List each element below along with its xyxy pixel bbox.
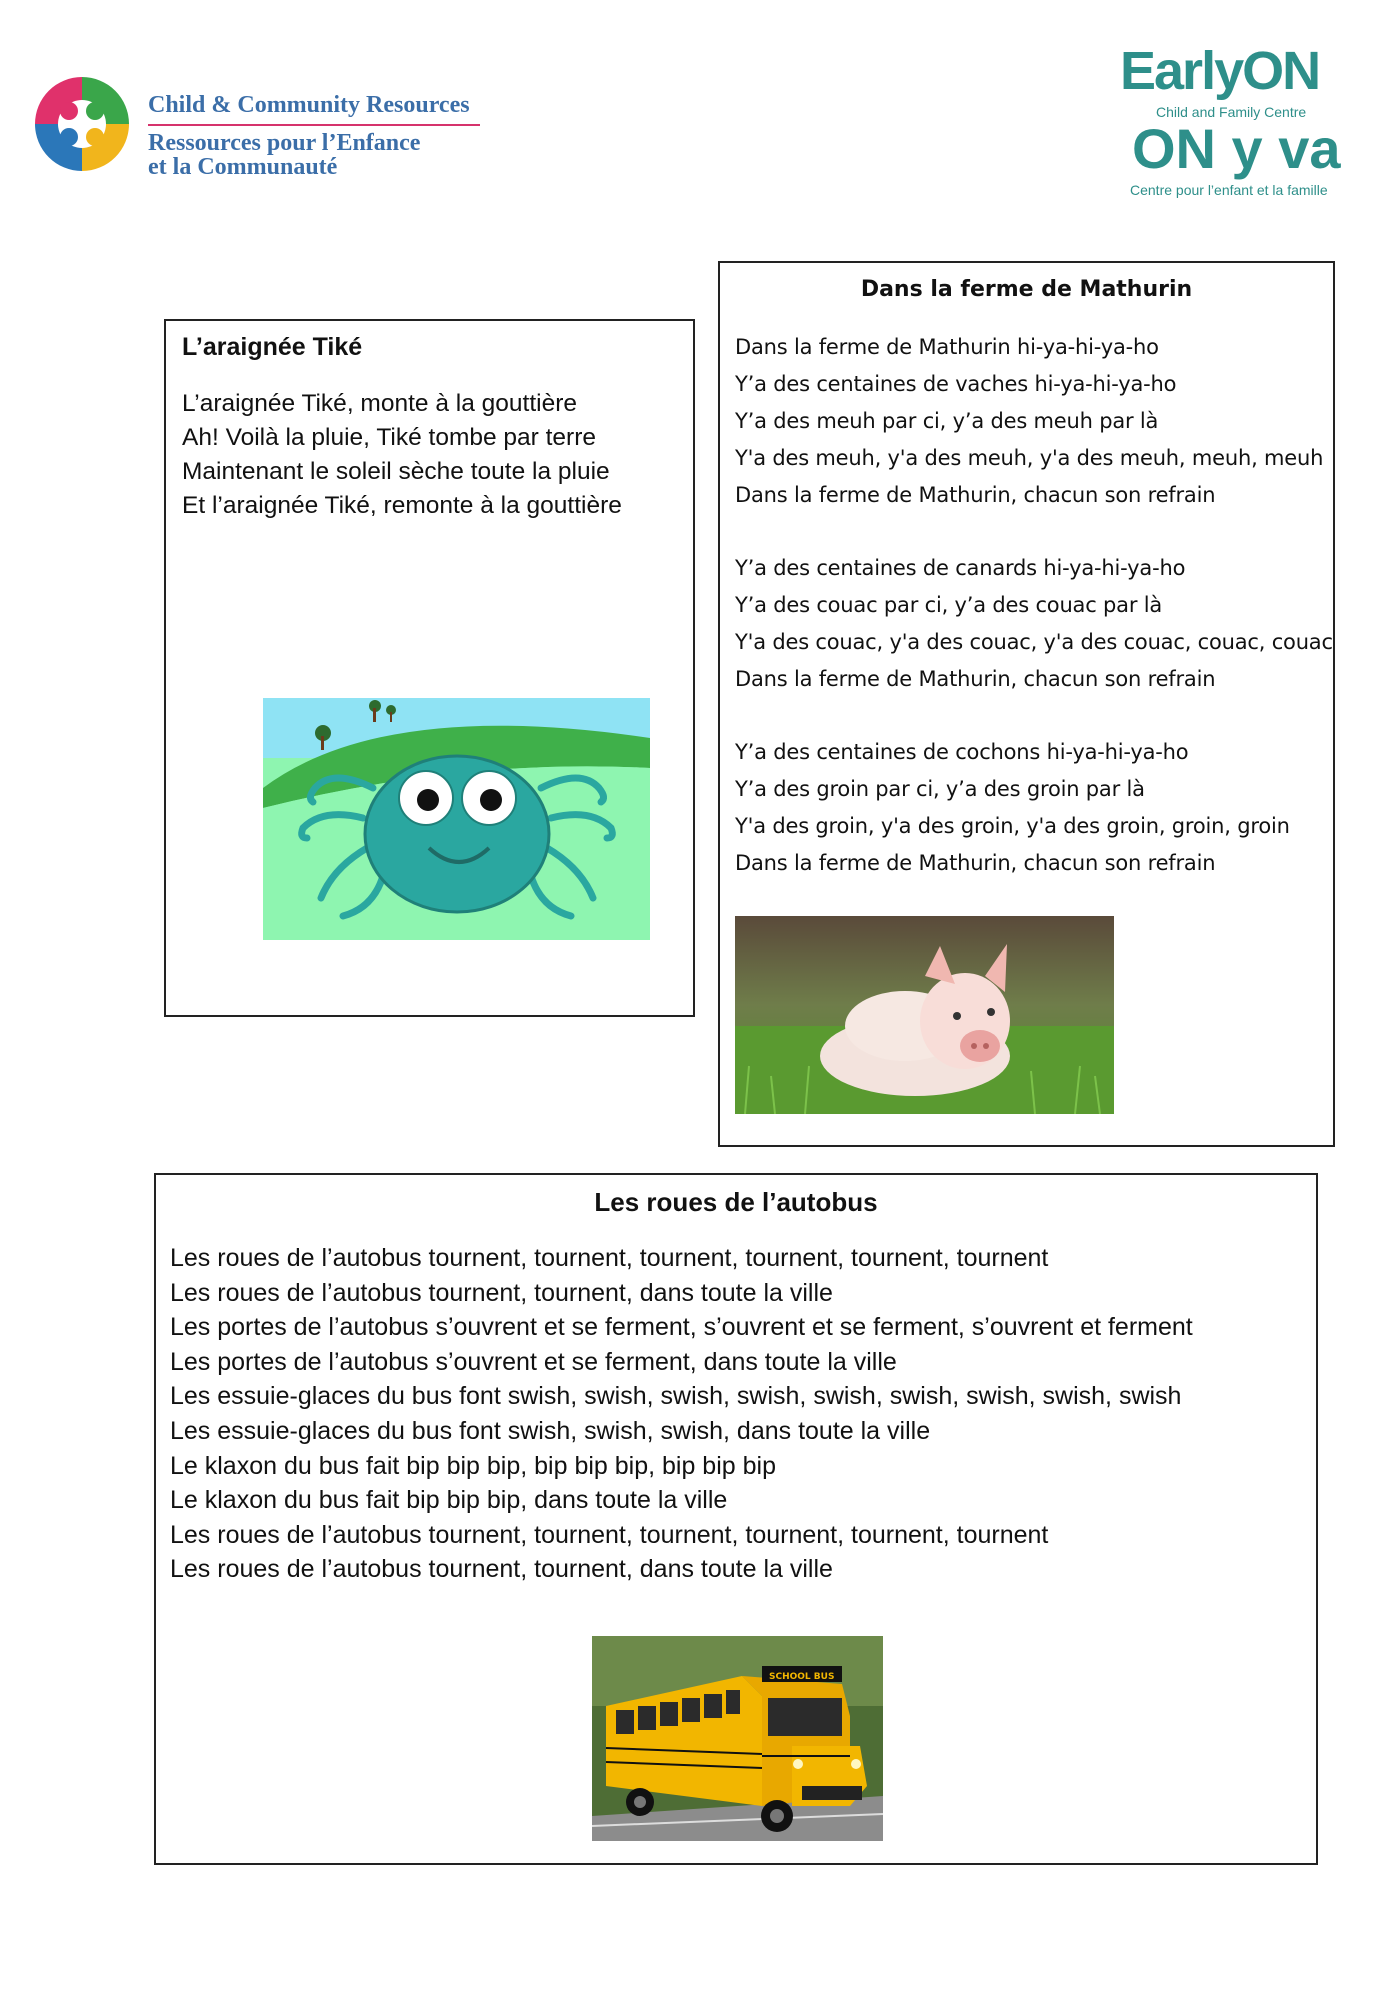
lyric-line: Les roues de l’autobus tournent, tournent, dans toute la ville	[170, 1555, 833, 1584]
song-title-tike: L’araignée Tiké	[182, 333, 363, 361]
song-box-autobus	[154, 1173, 1318, 1865]
lyric-line: Et l’araignée Tiké, remonte à la gouttière	[182, 492, 622, 519]
ccr-divider	[148, 124, 480, 126]
earlyon-subtitle-en: Child and Family Centre	[1156, 104, 1307, 120]
spider-icon	[263, 698, 650, 940]
ccr-name-fr-line1: Ressources pour l’Enfance	[148, 130, 421, 156]
lyric-line: Y'a des couac, y'a des couac, y'a des couac, couac, couac	[735, 630, 1333, 654]
lyric-line: Le klaxon du bus fait bip bip bip, bip bip bip, bip bip bip	[170, 1451, 776, 1480]
school-bus-icon	[592, 1636, 883, 1841]
song-title-autobus: Les roues de l’autobus	[594, 1187, 878, 1217]
spider-illustration	[263, 698, 650, 940]
lyrics-autobus	[170, 1241, 1193, 1587]
earlyon-logo	[1100, 40, 1350, 210]
lyrics-ferme	[735, 329, 1333, 918]
lyric-line: L’araignée Tiké, monte à la gouttière	[182, 390, 577, 417]
bus-sign: SCHOOL BUS	[769, 1672, 835, 1682]
stanza	[735, 329, 1333, 514]
lyric-line: Dans la ferme de Mathurin, chacun son refrain	[735, 851, 1216, 875]
lyric-line: Y’a des meuh par ci, y’a des meuh par là	[735, 409, 1159, 433]
lyric-line: Ah! Voilà la pluie, Tiké tombe par terre	[182, 424, 596, 451]
lyrics-tike	[182, 387, 622, 523]
lyric-line: Y'a des meuh, y'a des meuh, y'a des meuh, meuh, meuh	[735, 446, 1324, 470]
lyric-line: Les roues de l’autobus tournent, tournent, tournent, tournent, tournent, tournent	[170, 1244, 1049, 1272]
lyric-line: Y'a des groin, y'a des groin, y'a des groin, groin, groin	[735, 814, 1290, 838]
pig-icon	[735, 916, 1114, 1114]
lyric-line: Y’a des groin par ci, y’a des groin par là	[735, 777, 1145, 801]
song-box-ferme	[718, 261, 1335, 1147]
ccr-name-en: Child & Community Resources	[148, 92, 470, 118]
lyric-line: Dans la ferme de Mathurin hi-ya-hi-ya-ho	[735, 335, 1159, 359]
lyric-line: Maintenant le soleil sèche toute la pluie	[182, 458, 610, 485]
lyric-line: Dans la ferme de Mathurin, chacun son refrain	[735, 483, 1216, 507]
song-box-tike	[164, 319, 695, 1017]
onyva-brand: ON y va	[1132, 117, 1341, 180]
lyric-line: Les roues de l’autobus tournent, tournent, dans toute la ville	[170, 1278, 833, 1307]
stanza	[735, 550, 1333, 698]
stanza	[735, 734, 1333, 882]
lyric-line: Y’a des centaines de vaches hi-ya-hi-ya-ho	[735, 372, 1177, 396]
ccr-name-fr-line2: et la Communauté	[148, 154, 338, 180]
ccr-logo-mark-icon	[32, 68, 132, 180]
lyric-line: Dans la ferme de Mathurin, chacun son refrain	[735, 667, 1216, 691]
lyric-line: Les essuie-glaces du bus font swish, swish, swish, dans toute la ville	[170, 1416, 931, 1445]
lyric-line: Les roues de l’autobus tournent, tournent, tournent, tournent, tournent, tournent	[170, 1520, 1049, 1549]
pig-photo	[735, 916, 1114, 1114]
song-title-ferme: Dans la ferme de Mathurin	[860, 277, 1193, 302]
school-bus-photo	[592, 1636, 883, 1841]
lyric-line: Les essuie-glaces du bus font swish, swish, swish, swish, swish, swish, swish, swish, swish	[170, 1382, 1182, 1411]
lyric-line: Le klaxon du bus fait bip bip bip, dans toute la ville	[170, 1486, 728, 1515]
lyric-line: Les portes de l’autobus s’ouvrent et se ferment, dans toute la ville	[170, 1347, 897, 1376]
ccr-logo	[32, 68, 492, 186]
onyva-subtitle-fr: Centre pour l’enfant et la famille	[1130, 182, 1328, 198]
lyric-line: Y’a des centaines de cochons hi-ya-hi-ya-ho	[735, 740, 1189, 764]
lyric-line: Y’a des centaines de canards hi-ya-hi-ya-ho	[735, 556, 1186, 580]
earlyon-brand: EarlyON	[1120, 41, 1320, 101]
lyric-line: Y’a des couac par ci, y’a des couac par là	[735, 593, 1163, 617]
lyric-line: Les portes de l’autobus s’ouvrent et se ferment, s’ouvrent et se ferment, s’ouvrent et ferment	[170, 1313, 1193, 1342]
